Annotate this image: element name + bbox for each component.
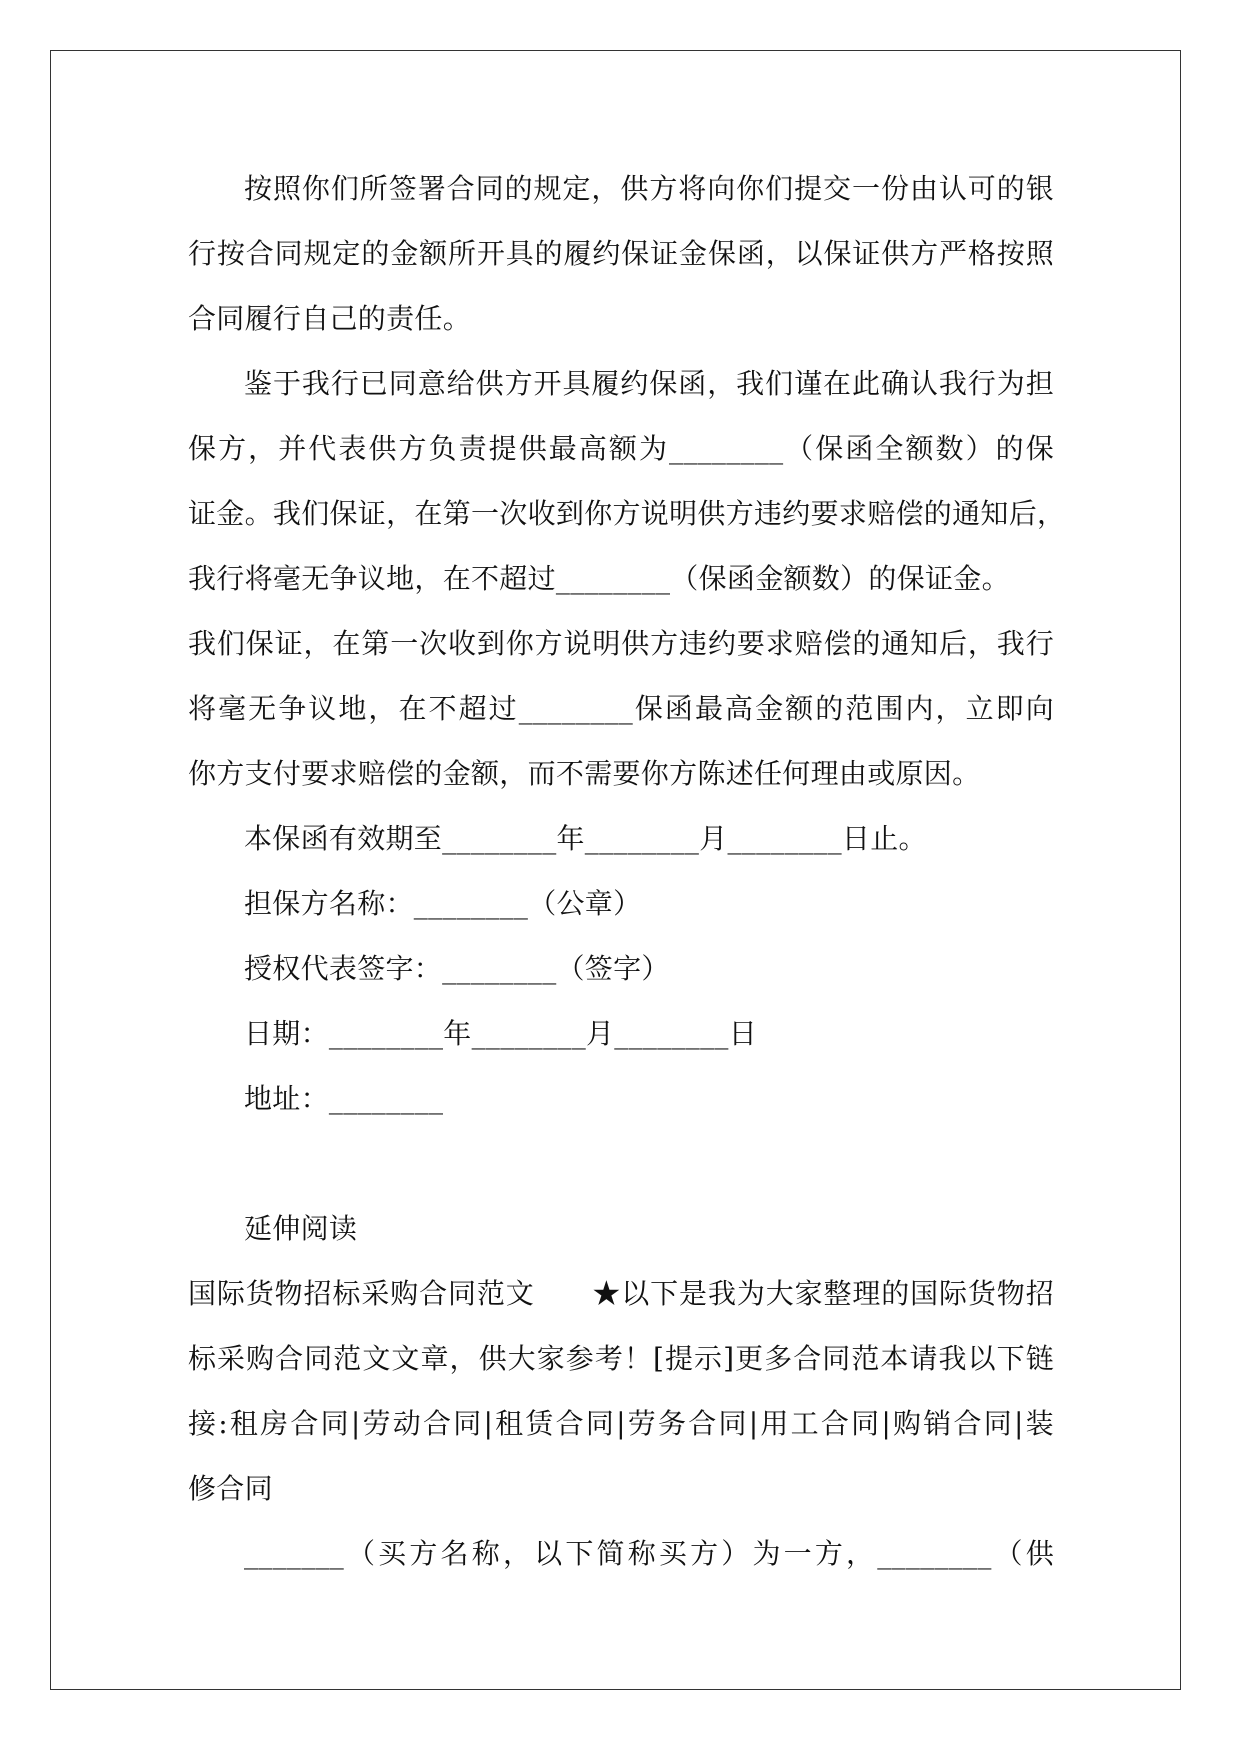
extended-reading-line-4: 修合同 [188,1472,273,1505]
authorized-signature-line: 授权代表签字：________（签字） [244,952,670,985]
date-line: 日期：________年________月________日 [244,1017,758,1050]
paragraph-2-line-7: 你方支付要求赔偿的金额，而不需要你方陈述任何理由或原因。 [188,757,981,790]
contract-opening-line: _______（买方名称，以下简称买方）为一方，________（供 [244,1537,1054,1570]
blank-spacer [188,1131,1054,1196]
paragraph-2-line-6: 将毫无争议地，在不超过________保函最高金额的范围内，立即向 [188,692,1054,725]
paragraph-1-line-1: 按照你们所签署合同的规定，供方将向你们提交一份由认可的银 [244,172,1054,205]
paragraph-1-line-2: 行按合同规定的金额所开具的履约保证金保函，以保证供方严格按照 [188,237,1054,270]
guarantor-name-line: 担保方名称：________（公章） [244,887,642,920]
extended-reading-line-2: 标采购合同范文文章，供大家参考！[提示]更多合同范本请我以下链 [188,1342,1054,1375]
validity-period-line: 本保函有效期至________年________月________日止。 [244,822,927,855]
paragraph-2-line-1: 鉴于我行已同意给供方开具履约保函，我们谨在此确认我行为担 [244,367,1054,400]
paragraph-2-line-2: 保方，并代表供方负责提供最高额为________（保函全额数）的保 [188,432,1054,465]
extended-reading-line-3: 接:租房合同|劳动合同|租赁合同|劳务合同|用工合同|购销合同|装 [188,1407,1054,1440]
paragraph-2-line-4: 我行将毫无争议地，在不超过________（保函金额数）的保证金。 [188,562,1010,595]
document-body [188,156,1066,1586]
address-line: 地址：________ [244,1082,444,1115]
paragraph-1-line-3: 合同履行自己的责任。 [188,302,472,335]
paragraph-2-line-3: 证金。我们保证，在第一次收到你方说明供方违约要求赔偿的通知后， [188,497,1066,530]
extended-reading-heading: 延伸阅读 [244,1212,358,1245]
paragraph-2-line-5: 我们保证，在第一次收到你方说明供方违约要求赔偿的通知后，我行 [188,627,1054,660]
extended-reading-line-1: 国际货物招标采购合同范文 ★以下是我为大家整理的国际货物招 [188,1277,1054,1310]
